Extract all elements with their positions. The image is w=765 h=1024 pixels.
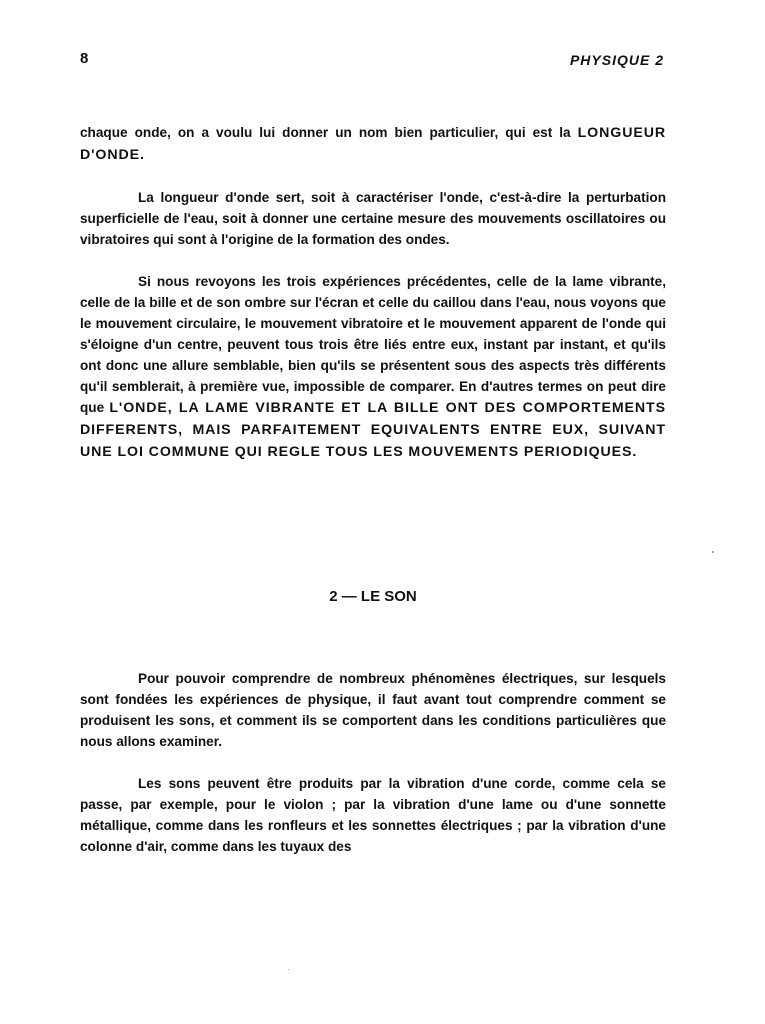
- paragraph-1-caps: LONGUEUR D'ONDE.: [80, 125, 666, 163]
- paragraph-3: [80, 271, 666, 463]
- paragraph-3-text: Si nous revoyons les trois expériences précédentes, celle de la lame vibrante, celle de la bille et de son ombre sur l'écran et celle du caillou dans l'eau, nous voyons que le mouvement circulaire, le mouvement vibratoire et le mouvement apparent de l'onde qui s'éloigne d'un centre, peuvent tous trois être liés entre eux, instant par instant, et qu'ils ont donc une allure semblable, bien qu'ils se présentent sous des aspects très différents qu'il semblerait, à première vue, impossible de comparer. En d'autres termes on peut dire que: [80, 274, 666, 415]
- paragraph-4: Pour pouvoir comprendre de nombreux phénomènes électriques, sur lesquels sont fondées les expériences de physique, il faut avant tout comprendre comment se produisent les sons, et comment ils se comportent dans les conditions particulières que nous allons examiner.: [80, 671, 666, 749]
- page-number: 8: [80, 50, 89, 67]
- paragraph-5: Les sons peuvent être produits par la vibration d'une corde, comme cela se passe, par exemple, pour le violon ; par la vibration d'une lame ou d'une sonnette métallique, comme dans les ronfleurs et les sonnettes électriques ; par la vibration d'une colonne d'air, comme dans les tuyaux des: [80, 776, 666, 854]
- paragraph-1-text: chaque onde, on a voulu lui donner un nom bien particulier, qui est la: [80, 125, 578, 140]
- scan-speck: [288, 969, 289, 970]
- running-title: PHYSIQUE 2: [569, 52, 664, 68]
- paragraph-1: [80, 122, 666, 166]
- paragraph-3-caps: L'ONDE, LA LAME VIBRANTE ET LA BILLE ONT DES COMPORTEMENTS DIFFERENTS, MAIS PARFAITEMENT EQUIVALENTS ENTRE EUX, SUIVANT UNE LOI COMMUNE QUI REGLE TOUS LES MOUVEMENTS PERIODIQUES.: [80, 400, 666, 460]
- text-block-1: [80, 122, 666, 463]
- text-block-2: [80, 668, 666, 857]
- section-heading: 2 — LE SON: [329, 588, 417, 605]
- page-header: [80, 50, 664, 74]
- scan-speck: [712, 551, 714, 553]
- paragraph-2: La longueur d'onde sert, soit à caractériser l'onde, c'est-à-dire la perturbation superficielle de l'eau, soit à donner une certaine mesure des mouvements oscillatoires ou vibratoires qui sont à l'origine de la formation des ondes.: [80, 190, 666, 247]
